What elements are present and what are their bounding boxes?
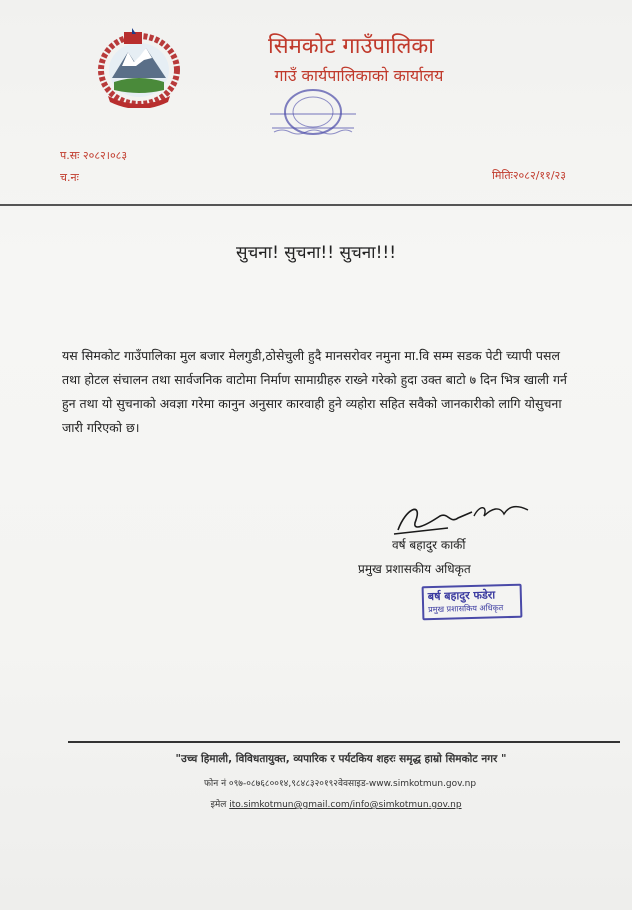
footer-slogan: "उच्च हिमाली, विविधतायुक्त, व्यपारिक र पर्यटकिय शहरः समृद्ध हाम्रो सिमकोट नगर "	[175, 753, 507, 765]
name-stamp-title: प्रमुख प्रशासकिय अधिकृत	[428, 603, 504, 615]
footer-email-row	[0, 797, 632, 810]
name-stamp	[422, 584, 523, 621]
email-label: इमेल	[210, 800, 227, 810]
office-seal-icon	[262, 86, 364, 144]
name-stamp-name: बर्ष बहादुर फडेरा	[427, 588, 496, 604]
footer-divider	[68, 741, 620, 743]
letter-date: मितिः२०८२/११/२३	[492, 169, 566, 182]
reference-number: प.सः २०८२।०८३	[60, 149, 128, 162]
office-subtitle: गाउँ कार्यपालिकाको कार्यालय	[274, 66, 444, 85]
officer-designation: प्रमुख प्रशासकीय अधिकृत	[358, 562, 471, 576]
email-link[interactable]: ito.simkotmun@gmail.com/info@simkotmun.gov.np	[229, 800, 462, 810]
dispatch-number: च.नः	[60, 171, 79, 184]
notice-heading: सुचना! सुचना!! सुचना!!!	[235, 243, 397, 263]
officer-name: वर्ष बहादुर कार्की	[392, 538, 466, 552]
footer-contact: फोन नं ०९७-०८७६८००१४,९८४८३२०१९२वेवसाइड-www.simkotmun.gov.np	[203, 779, 477, 789]
office-name: सिमकोट गाउँपालिका	[268, 34, 434, 59]
header-divider	[0, 204, 632, 206]
notice-body: यस सिमकोट गाउँपालिका मुल बजार मेलगुडी,ठोसेचुली हुदै मानसरोवर नमुना मा.वि सम्म सडक पेटी च्यापी पसल तथा होटल संचालन तथा सार्वजनिक वाटोमा निर्माण सामाग्रीहरु राख्ने गरेको हुदा उक्त बाटो ७ दिन भित्र खाली गर्न हुन तथा यो सुचनाको अवज्ञा गरेमा कानुन अनुसार कारवाही हुने व्यहोरा सहित सवैको जानकारीको लागि योसुचना जारी गरिएको छ।	[62, 348, 567, 435]
